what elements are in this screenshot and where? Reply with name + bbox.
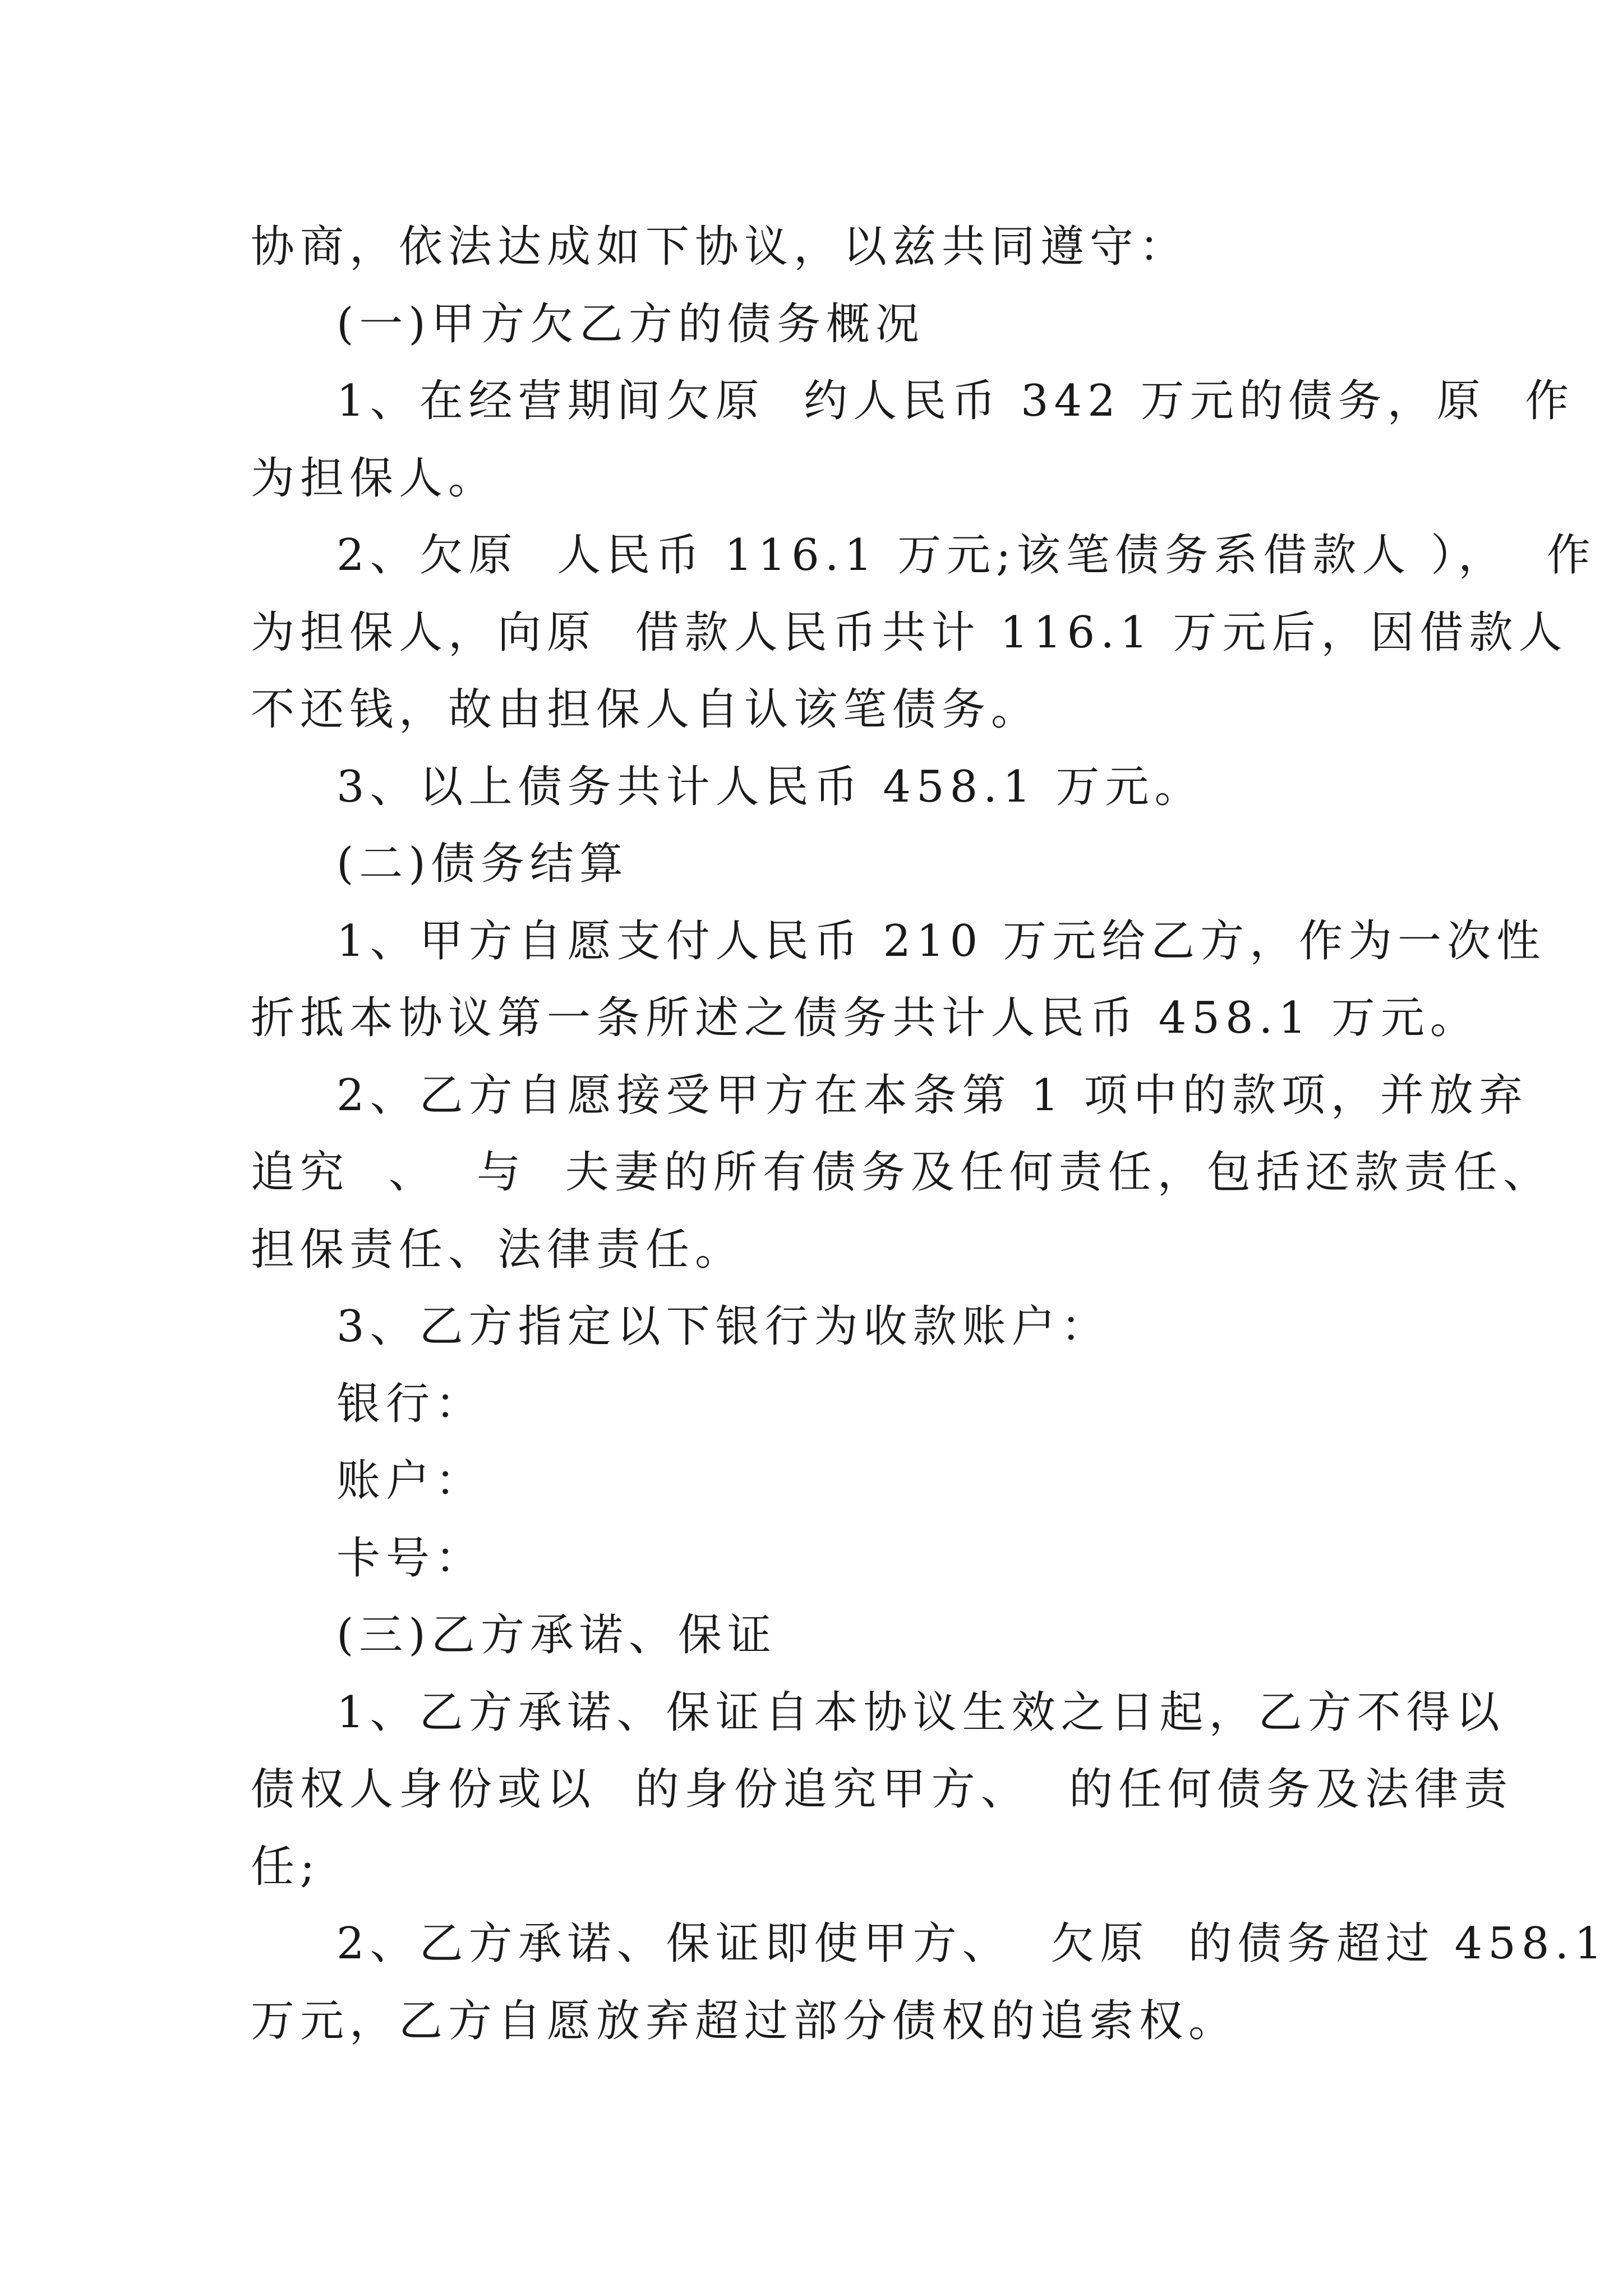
section-heading-3: (三)乙方承诺、保证: [336, 1610, 777, 1660]
paragraph-line: 2、欠原 人民币 116.1 万元;该笔债务系借款人 ）， 作: [336, 530, 1596, 581]
paragraph-line: 任;: [251, 1842, 321, 1892]
paragraph-line: 2、乙方承诺、保证即使甲方、 欠原 的债务超过 458.1: [336, 1918, 1608, 1969]
paragraph-line: 追究 、 与 夫妻的所有债务及任何责任，包括还款责任、: [251, 1147, 1552, 1198]
paragraph-line: 2、乙方自愿接受甲方在本条第 1 项中的款项，并放弃: [336, 1070, 1528, 1121]
paragraph-line: 3、以上债务共计人民币 458.1 万元。: [336, 762, 1204, 812]
paragraph-line: 折抵本协议第一条所述之债务共计人民币 458.1 万元。: [251, 993, 1479, 1043]
section-heading-1: (一)甲方欠乙方的债务概况: [336, 299, 925, 349]
bank-field-label: 银行：: [336, 1379, 485, 1429]
account-field-label: 账户：: [336, 1456, 485, 1506]
paragraph-line: 协商，依法达成如下协议，以兹共同遵守：: [251, 222, 1189, 272]
paragraph-line: 3、乙方指定以下银行为收款账户：: [336, 1301, 1110, 1352]
paragraph-line: 1、甲方自愿支付人民币 210 万元给乙方，作为一次性: [336, 916, 1546, 967]
paragraph-line: 债权人身份或以 的身份追究甲方、 的任何债务及法律责: [251, 1764, 1514, 1815]
paragraph-line: 为担保人，向原 借款人民币共计 116.1 万元后，因借款人: [251, 608, 1568, 658]
paragraph-line: 万元，乙方自愿放弃超过部分债权的追索权。: [251, 1996, 1238, 2046]
paragraph-line: 1、在经营期间欠原 约人民币 342 万元的债务，原 作: [336, 376, 1575, 426]
paragraph-line: 不还钱，故由担保人自认该笔债务。: [251, 684, 1041, 735]
card-number-field-label: 卡号：: [336, 1533, 485, 1584]
paragraph-line: 为担保人。: [251, 453, 498, 504]
paragraph-line: 担保责任、法律责任。: [251, 1225, 745, 1275]
section-heading-2: (二)债务结算: [336, 839, 629, 889]
paragraph-line: 1、乙方承诺、保证自本协议生效之日起，乙方不得以: [336, 1687, 1505, 1738]
